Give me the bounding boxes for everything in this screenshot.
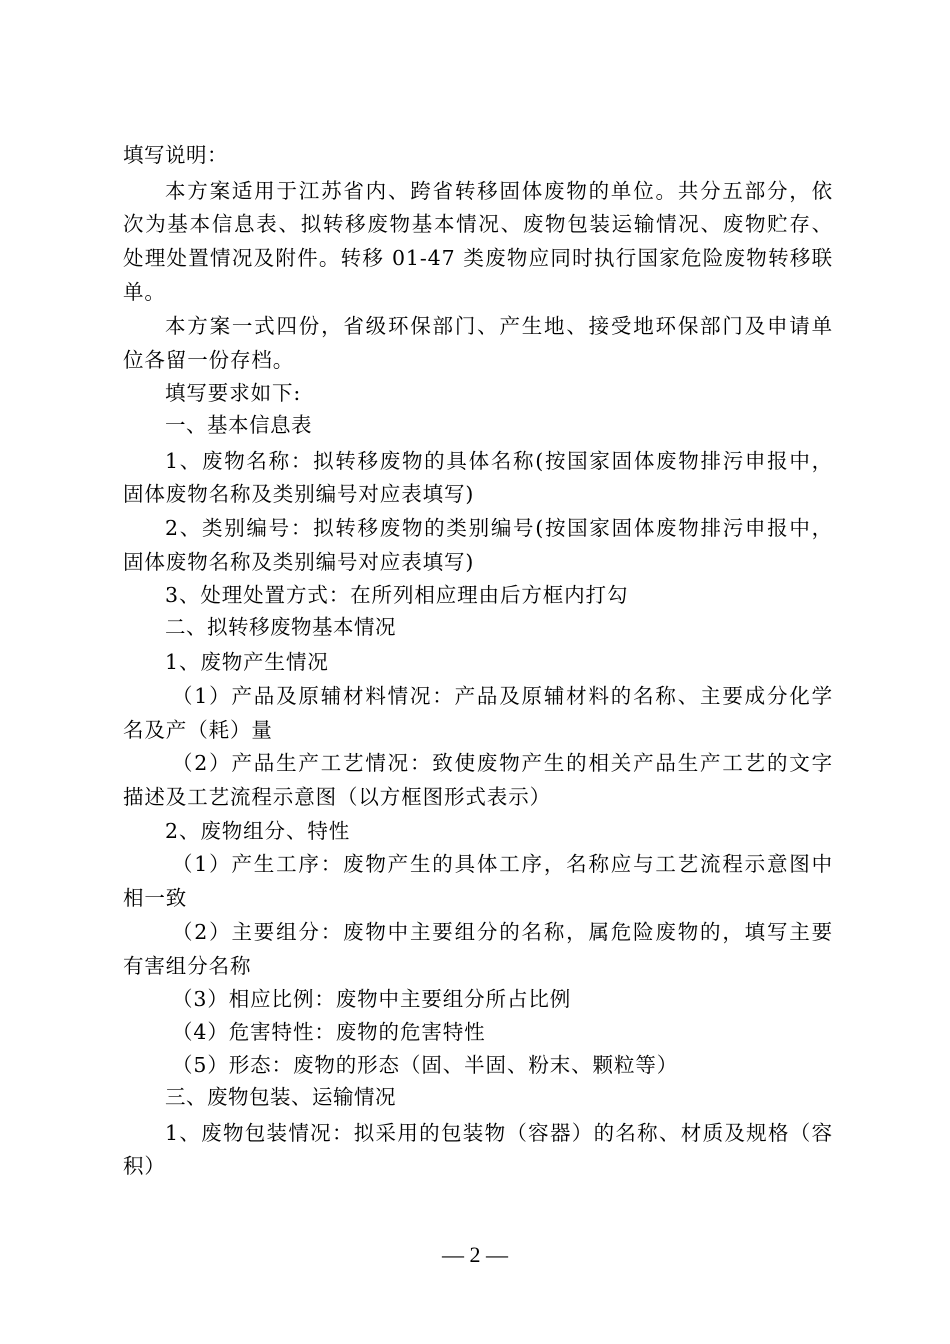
footer-dash-left: — xyxy=(442,1242,464,1267)
section-1-heading: 一、基本信息表 xyxy=(165,413,312,437)
footer-dash-right: — xyxy=(486,1242,508,1267)
section-1-item-1-line-1: 1、废物名称：拟转移废物的具体名称(按国家固体废物排污申报中， xyxy=(165,449,833,473)
section-2-item-2: 2、废物组分、特性 xyxy=(165,819,351,843)
intro-paragraph-2-line-1: 本方案一式四份，省级环保部门、产生地、接受地环保部门及申请单 xyxy=(165,314,833,338)
section-2-item-2-sub-1-line-2: 相一致 xyxy=(123,886,188,910)
section-1-item-2-line-2: 固体废物名称及类别编号对应表填写) xyxy=(123,550,475,574)
intro-paragraph-2-line-2: 位各留一份存档。 xyxy=(123,348,295,372)
section-2-item-1: 1、废物产生情况 xyxy=(165,650,329,674)
page-footer xyxy=(0,1238,950,1272)
section-3-heading: 三、废物包装、运输情况 xyxy=(165,1085,396,1109)
section-2-item-2-sub-3: （3）相应比例：废物中主要组分所占比例 xyxy=(172,987,572,1011)
section-2-item-2-sub-5: （5）形态：废物的形态（固、半固、粉末、颗粒等） xyxy=(172,1053,679,1077)
section-3-item-1-line-2: 积） xyxy=(123,1154,166,1178)
page-number: 2 xyxy=(469,1242,481,1267)
intro-paragraph-1-line-4: 单。 xyxy=(123,280,166,304)
section-1-item-1-line-2: 固体废物名称及类别编号对应表填写) xyxy=(123,482,475,506)
section-2-item-2-sub-2-line-1: （2）主要组分：废物中主要组分的名称，属危险废物的，填写主要 xyxy=(172,920,833,944)
section-2-item-1-sub-1-line-1: （1）产品及原辅材料情况：产品及原辅材料的名称、主要成分化学 xyxy=(172,684,833,708)
section-3-item-1-line-1: 1、废物包装情况：拟采用的包装物（容器）的名称、材质及规格（容 xyxy=(165,1121,833,1145)
section-2-item-1-sub-1-line-2: 名及产（耗）量 xyxy=(123,718,273,742)
section-2-item-2-sub-4: （4）危害特性：废物的危害特性 xyxy=(172,1020,486,1044)
intro-paragraph-1-line-1: 本方案适用于江苏省内、跨省转移固体废物的单位。共分五部分，依 xyxy=(165,179,833,203)
section-2-item-1-sub-2-line-1: （2）产品生产工艺情况：致使废物产生的相关产品生产工艺的文字 xyxy=(172,751,833,775)
section-2-item-2-sub-2-line-2: 有害组分名称 xyxy=(123,954,252,978)
intro-paragraph-1-line-2: 次为基本信息表、拟转移废物基本情况、废物包装运输情况、废物贮存、 xyxy=(123,212,833,236)
intro-paragraph-3: 填写要求如下: xyxy=(165,381,302,405)
section-2-item-1-sub-2-line-2: 描述及工艺流程示意图（以方框图形式表示） xyxy=(123,785,551,809)
section-1-item-3: 3、处理处置方式：在所列相应理由后方框内打勾 xyxy=(165,583,629,607)
document-title: 填写说明： xyxy=(123,143,228,167)
section-2-heading: 二、拟转移废物基本情况 xyxy=(165,615,396,639)
section-1-item-2-line-1: 2、类别编号：拟转移废物的类别编号(按国家固体废物排污申报中， xyxy=(165,516,833,540)
section-2-item-2-sub-1-line-1: （1）产生工序：废物产生的具体工序，名称应与工艺流程示意图中 xyxy=(172,852,833,876)
intro-paragraph-1-line-3: 处理处置情况及附件。转移 01-47 类废物应同时执行国家危险废物转移联 xyxy=(123,246,833,270)
